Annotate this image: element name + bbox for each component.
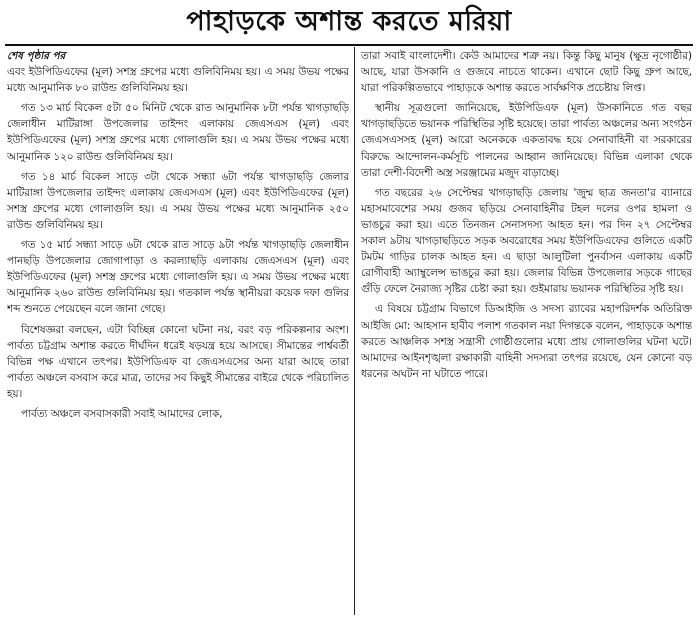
paragraph: বিশেষজ্ঞরা বলছেন, এটা বিচ্ছিন্ন কোনো ঘটনা নয়, বরং বড় পরিকল্পনার অংশ। পার্বত্য চট্টগ্রাম অশান্ত করতে দীর্ঘদিন ধরেই ষড়যন্ত্র হয়ে আসছে। সীমান্তের পার্শ্ববর্তী বিভিন্ন পক্ষ এখানে তৎপর। ইউপিডিএফ বা জেএসএসের অন্য যারা আছে তারা পার্বত্য অঞ্চলে বসবাস করে মাত্র, তাদের সব কিছুই সীমান্তের বাইরে থেকে পরিচালিত হয়। bbox=[7, 323, 349, 400]
paragraph: গত ১৩ মার্চ বিকেল ৫টা ৫০ মিনিট থেকে রাত আনুমানিক ৮টা পর্যন্ত খাগড়াছড়ি জেলাধীন মাটিরাঙ্গা উপজেলার তাইন্দং এলাকায় জেএসএস (মূল) এবং ইউপিডিএফের (মূল) সশস্ত্র গ্রুপের মধ্যে গোলাগুলি হয়। এ সময় উভয় পক্ষের মধ্যে আনুমানিক ১২০ রাউন্ড গুলিবিনিময় হয়। bbox=[7, 102, 349, 163]
paragraph: এ বিষয়ে চট্টগ্রাম বিভাগে ডিআইজি ও সদস্য র‌্যাবের মহাপরিদর্শক অতিরিক্ত আইজি মো: আহসান হাবীব পলাশ গতকাল নয়া দিগন্তকে বলেন, পাহাড়কে অশান্ত করতে আঞ্চলিক সশস্ত্র সন্ত্রাসী গোষ্ঠীগুলোর মধ্যে প্রায় গোলাগুলির ঘটনা ঘটে। আমাদের আইনশৃঙ্খলা রক্ষাকারী বাহিনী সদস্যরা তৎপর রয়েছে, যেন কোনো বড় ধরনের অঘটন না ঘটাতে পারে। bbox=[361, 303, 692, 380]
continuation-label: শেষ পৃষ্ঠার পর bbox=[7, 50, 66, 62]
headline: পাহাড়কে অশান্ত করতে মরিয়া bbox=[186, 6, 512, 37]
left-column bbox=[7, 48, 349, 616]
headline-rule bbox=[5, 44, 693, 46]
paragraph: গত ১৫ মার্চ সন্ধ্যা সাড়ে ৬টা থেকে রাত সাড়ে ৯টা পর্যন্ত খাগড়াছড়ি জেলাধীন পানছড়ি উপজেলার জোগাপাড়া ও করল্যাছড়ি এলাকায় জেএসএস (মূল) এবং ইউপিডিএফের (মূল) সশস্ত্র গ্রুপের মধ্যে গোলাগুলি হয়। এ সময় উভয় পক্ষের মধ্যে আনুমানিক ২৬০ রাউন্ড গুলিবিনিময় হয়। গতকাল পর্যন্ত স্থানীয়রা কয়েক দফা গুলির শব্দ শুনতে পেয়েছেন বলে জানা গেছে। bbox=[7, 239, 349, 316]
column-separator bbox=[354, 47, 355, 615]
paragraph: পার্বত্য অঞ্চলে বসবাসকারী সবাই আমাদের লোক, bbox=[21, 407, 223, 420]
paragraph: তারা সবাই বাংলাদেশী। কেউ আমাদের শত্রু নয়। কিন্তু কিছু মানুষ (ক্ষুদ্র নৃগোষ্ঠীর) আছে, যারা উসকানি ও গুজবে নাচতে থাকেন। এখানে ছোট কিছু গ্রুপ আছে, যারা পরিকল্পিতভাবে পাহাড়কে অশান্ত করতে সার্বক্ষণিক প্রচেষ্টায় লিপ্ত। bbox=[361, 50, 692, 95]
paragraph: স্থানীয় সূত্রগুলো জানিয়েছে, ইউপিডিএফ (মূল) উসকানিতে গত বছর খাগড়াছড়িতে ভয়ানক পরিস্থিতির সৃষ্টি হয়েছে। তারা পার্বত্য অঞ্চলের অন্য সংগঠন জেএসএসসহ (মূল) আরো অনেককে একতাবদ্ধ হয়ে সেনাবাহিনী বা সরকারের বিরুদ্ধে আন্দোলন-কর্মসূচি পালনের আহ্বান জানিয়েছে। বিভিন্ন এলাকা থেকে তারা দেশী-বিদেশী অস্ত্র সরঞ্জামের মজুদ বাড়াচ্ছে। bbox=[361, 102, 692, 179]
paragraph: এবং ইউপিডিএফের (মূল) সশস্ত্র গ্রুপের মধ্যে গুলিবিনিময় হয়। এ সময় উভয় পক্ষের মধ্যে আনুমানিক ৮০ রাউন্ড গুলিবিনিময় হয়। bbox=[7, 66, 349, 95]
right-column bbox=[361, 48, 692, 616]
paragraph: গত ১৪ মার্চ বিকেল সাড়ে ৩টা থেকে সন্ধ্যা ৬টা পর্যন্ত খাগড়াছড়ি জেলার মাটিরাঙ্গা উপজেলার তাইন্দং এলাকায় জেএসএস (মূল) এবং ইউপিডিএফের (মূল) সশস্ত্র গ্রুপের মধ্যে গোলাগুলি হয়। এ সময় উভয় পক্ষের মধ্যে আনুমানিক ২৫০ রাউন্ড গুলিবিনিময় হয়। bbox=[7, 170, 349, 231]
paragraph: গত বছরের ২৬ সেপ্টেম্বর খাগড়াছড়ি জেলায় 'জুম্ম ছাত্র জনতা'র ব্যানারে মহাসমাবেশের সময় গুজব ছড়িয়ে সেনাবাহিনীর টহল দলের ওপর হামলা ও ভাঙচুর করা হয়। এতে তিনজন সেনাসদস্য আহত হন। পর দিন ২৭ সেপ্টেম্বর সকাল ৯টায় খাগড়াছড়িতে সড়ক অবরোধের সময় ইউপিডিএফের গুলিতে একটি টমটম গাড়ির চালক আহত হন। এ ছাড়া আলুটিলা পুনর্বাসন এলাকায় একটি রোগীবাহী অ্যাম্বুলেন্স ভাঙচুর করা হয়। জেলার বিভিন্ন উপজেলার সড়কে গাছের গুঁড়ি ফেলে নৈরাজ্য সৃষ্টির চেষ্টা করা হয়। গুইমারায় ভয়ানক পরিস্থিতির সৃষ্টি হয়। bbox=[361, 186, 692, 296]
